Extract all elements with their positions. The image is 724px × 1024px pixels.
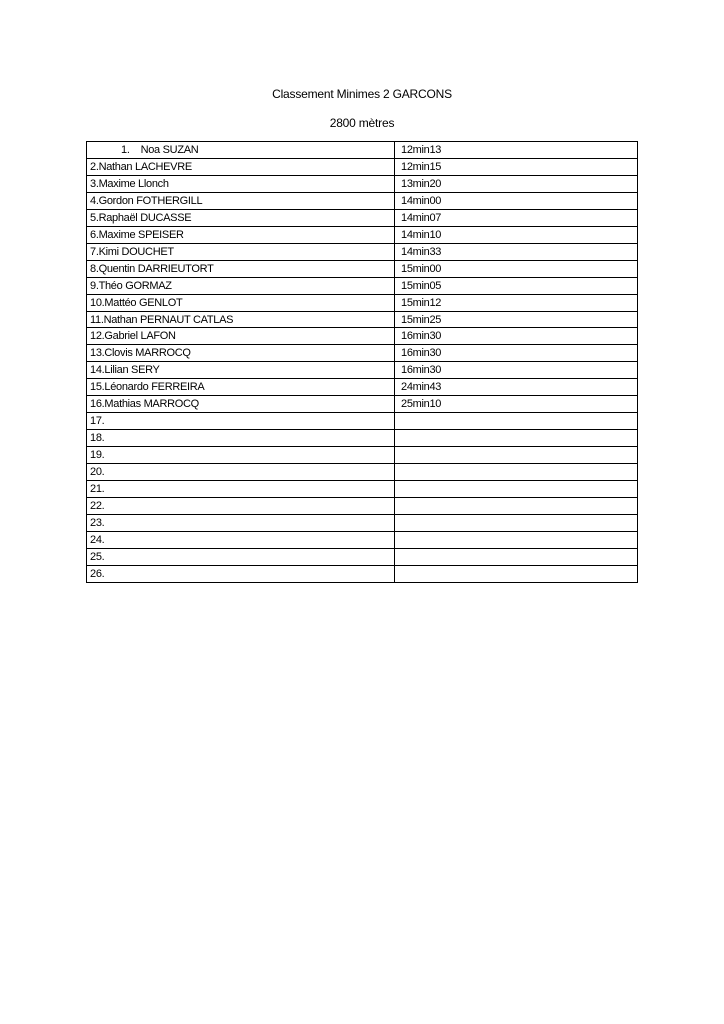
rank-name-cell: 23. [87, 514, 395, 531]
time-cell: 15min00 [395, 260, 638, 277]
time-cell [395, 481, 638, 498]
rank-name-cell: 18. [87, 430, 395, 447]
time-cell: 12min15 [395, 158, 638, 175]
rank-name-cell: 7.Kimi DOUCHET [87, 243, 395, 260]
table-row [87, 260, 638, 277]
time-cell [395, 498, 638, 515]
table-row [87, 514, 638, 531]
table-row [87, 481, 638, 498]
table-row [87, 447, 638, 464]
table-row [87, 175, 638, 192]
rank-name-cell: 21. [87, 481, 395, 498]
rank-name-cell: 22. [87, 498, 395, 515]
rank-name-cell: 3.Maxime Llonch [87, 175, 395, 192]
table-row [87, 379, 638, 396]
time-cell [395, 514, 638, 531]
time-cell: 14min33 [395, 243, 638, 260]
time-cell [395, 447, 638, 464]
rank-name-cell: 5.Raphaël DUCASSE [87, 209, 395, 226]
time-cell [395, 548, 638, 565]
table-row [87, 413, 638, 430]
rank-name-cell: 15.Léonardo FERREIRA [87, 379, 395, 396]
table-row [87, 565, 638, 582]
rank-name-cell: 14.Lilian SERY [87, 362, 395, 379]
table-row [87, 277, 638, 294]
rank-name-cell: 10.Mattéo GENLOT [87, 294, 395, 311]
time-cell [395, 531, 638, 548]
rank-name-cell: 1. Noa SUZAN [87, 142, 395, 159]
time-cell: 24min43 [395, 379, 638, 396]
rank-name-cell: 25. [87, 548, 395, 565]
rank-name-cell: 16.Mathias MARROCQ [87, 396, 395, 413]
rank-name-cell: 26. [87, 565, 395, 582]
table-row [87, 192, 638, 209]
time-cell: 16min30 [395, 328, 638, 345]
time-cell: 16min30 [395, 362, 638, 379]
table-row [87, 498, 638, 515]
time-cell [395, 565, 638, 582]
table-row [87, 311, 638, 328]
time-cell: 15min05 [395, 277, 638, 294]
time-cell: 12min13 [395, 142, 638, 159]
time-cell: 14min10 [395, 226, 638, 243]
time-cell: 15min12 [395, 294, 638, 311]
table-row [87, 243, 638, 260]
table-row [87, 548, 638, 565]
rank-name-cell: 11.Nathan PERNAUT CATLAS [87, 311, 395, 328]
time-cell: 16min30 [395, 345, 638, 362]
time-cell [395, 413, 638, 430]
time-cell: 14min00 [395, 192, 638, 209]
rank-name-cell: 12.Gabriel LAFON [87, 328, 395, 345]
rank-name-cell: 20. [87, 464, 395, 481]
rank-name-cell: 8.Quentin DARRIEUTORT [87, 260, 395, 277]
table-row [87, 142, 638, 159]
table-row [87, 226, 638, 243]
rank-name-cell: 13.Clovis MARROCQ [87, 345, 395, 362]
results-table [86, 141, 638, 583]
time-cell: 13min20 [395, 175, 638, 192]
table-row [87, 430, 638, 447]
results-table-body [87, 142, 638, 583]
rank-name-cell: 24. [87, 531, 395, 548]
table-row [87, 294, 638, 311]
rank-name-cell: 9.Théo GORMAZ [87, 277, 395, 294]
rank-name-cell: 4.Gordon FOTHERGILL [87, 192, 395, 209]
time-cell [395, 430, 638, 447]
table-row [87, 328, 638, 345]
table-row [87, 362, 638, 379]
time-cell: 25min10 [395, 396, 638, 413]
page-subtitle: 2800 mètres [329, 116, 395, 130]
time-cell: 15min25 [395, 311, 638, 328]
table-row [87, 531, 638, 548]
table-row [87, 345, 638, 362]
rank-name-cell: 19. [87, 447, 395, 464]
rank-name-cell: 2.Nathan LACHEVRE [87, 158, 395, 175]
time-cell [395, 464, 638, 481]
table-row [87, 158, 638, 175]
rank-name-cell: 17. [87, 413, 395, 430]
rank-name-cell: 6.Maxime SPEISER [87, 226, 395, 243]
time-cell: 14min07 [395, 209, 638, 226]
table-row [87, 209, 638, 226]
table-row [87, 396, 638, 413]
page-title: Classement Minimes 2 GARCONS [272, 87, 452, 101]
table-row [87, 464, 638, 481]
